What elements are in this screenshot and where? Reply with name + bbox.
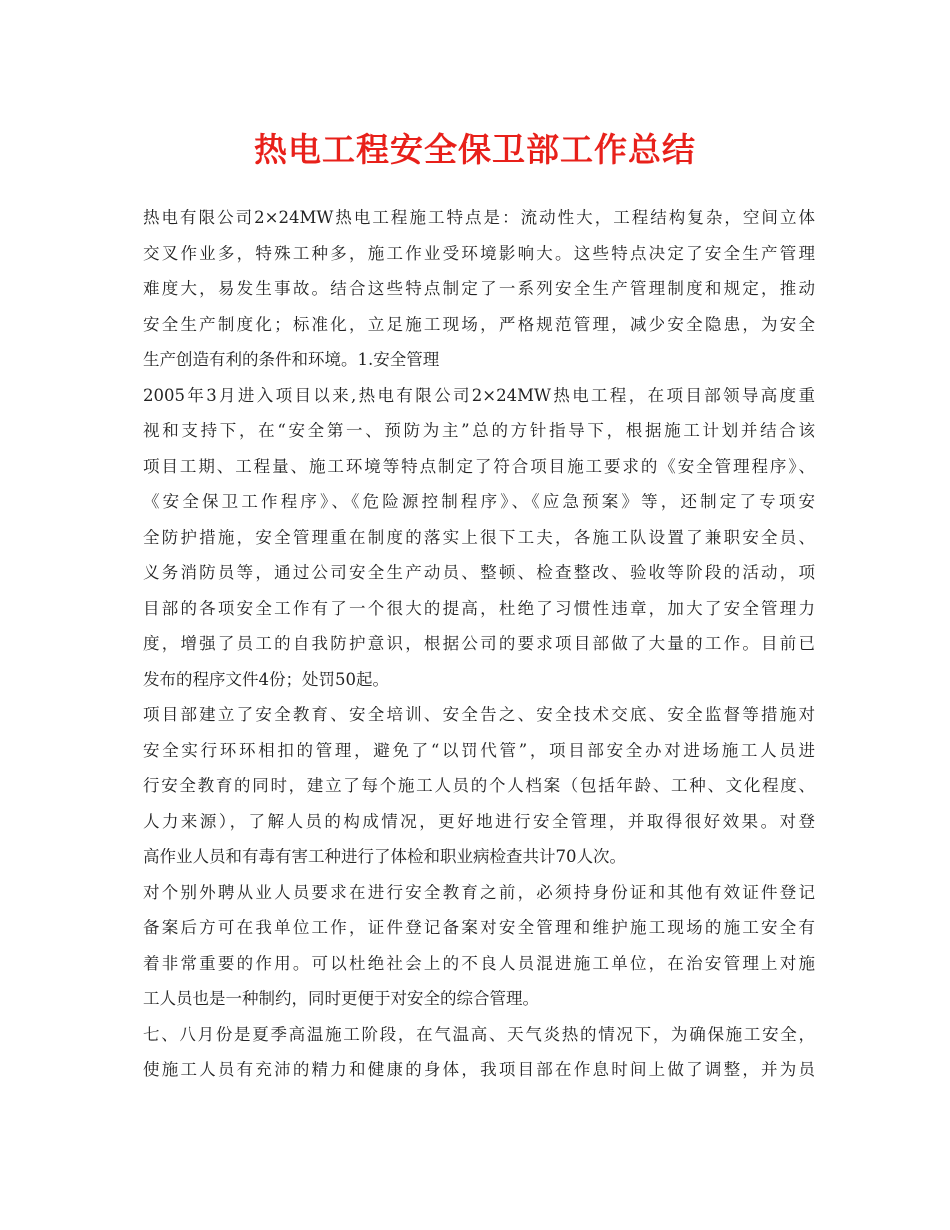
text-line: 难度大，易发生事故。结合这些特点制定了一系列安全生产管理制度和规定，推动 (143, 279, 815, 298)
text-line: 高作业人员和有毒有害工种进行了体检和职业病检查共计70人次。 (143, 847, 626, 866)
text-line: 生产创造有利的条件和环境。1.安全管理 (143, 350, 440, 369)
text-line: 2005年3月进入项目以来,热电有限公司2×24MW热电工程，在项目部领导高度重 (143, 385, 815, 405)
text-line: 视和支持下，在“安全第一、预防为主”总的方针指导下，根据施工计划并结合该 (143, 421, 815, 440)
text-line: 七、八月份是夏季高温施工阶段，在气温高、天气炎热的情况下，为确保施工安全， (143, 1024, 815, 1044)
text-line: 全防护措施，安全管理重在制度的落实上很下工夫，各施工队设置了兼职安全员、 (143, 527, 815, 547)
text-line: 交叉作业多，特殊工种多，施工作业受环境影响大。这些特点决定了安全生产管理 (143, 243, 815, 263)
text-line: 热电有限公司2×24MW热电工程施工特点是：流动性大，工程结构复杂，空间立体 (143, 208, 815, 227)
text-line: 项目部建立了安全教育、安全培训、安全告之、安全技术交底、安全监督等措施对 (143, 705, 815, 724)
text-line: 《安全保卫工作程序》、《危险源控制程序》、《应急预案》等，还制定了专项安 (143, 492, 815, 511)
text-line: 工人员也是一种制约，同时更便于对安全的综合管理。 (143, 989, 539, 1008)
text-line: 行安全教育的同时，建立了每个施工人员的个人档案（包括年龄、工种、文化程度、 (143, 776, 815, 795)
text-line: 目部的各项安全工作有了一个很大的提高，杜绝了习惯性违章，加大了安全管理力 (143, 598, 815, 618)
text-line: 度，增强了员工的自我防护意识，根据公司的要求项目部做了大量的工作。目前已 (143, 634, 815, 653)
text-line: 着非常重要的作用。可以杜绝社会上的不良人员混进施工单位，在治安管理上对施 (143, 953, 815, 973)
text-line: 义务消防员等，通过公司安全生产动员、整顿、检查整改、验收等阶段的活动，项 (143, 563, 815, 582)
text-line: 使施工人员有充沛的精力和健康的身体，我项目部在作息时间上做了调整，并为员 (143, 1060, 815, 1079)
document-title: 热电工程安全保卫部工作总结 (254, 130, 696, 169)
text-line: 安全生产制度化；标准化，立足施工现场，严格规范管理，减少安全隐患，为安全 (143, 314, 815, 334)
text-line: 备案后方可在我单位工作，证件登记备案对安全管理和维护施工现场的施工安全有 (143, 918, 815, 937)
text-line: 对个别外聘从业人员要求在进行安全教育之前，必须持身份证和其他有效证件登记 (143, 882, 815, 902)
text-line: 人力来源），了解人员的构成情况，更好地进行安全管理，并取得很好效果。对登 (143, 811, 815, 831)
text-line: 项目工期、工程量、施工环境等特点制定了符合项目施工要求的《安全管理程序》、 (143, 456, 815, 476)
text-line: 安全实行环环相扣的管理，避免了“以罚代管”，项目部安全办对进场施工人员进 (143, 740, 815, 760)
document-body (143, 200, 815, 1088)
text-line: 发布的程序文件4份；处罚50起。 (143, 669, 389, 689)
